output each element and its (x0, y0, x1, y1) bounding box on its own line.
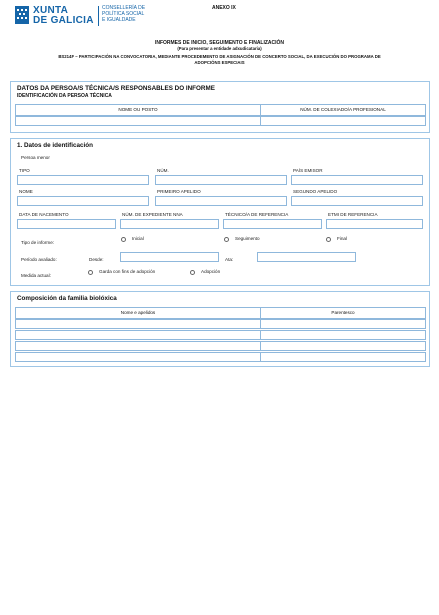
primeiro-apelido-field[interactable] (155, 196, 287, 206)
tipo-label: TIPO (19, 168, 30, 173)
doc-subtitle: (Para presentar a entidade adxudicataria) (177, 46, 262, 51)
final-radio[interactable] (326, 237, 331, 242)
logo-divider (98, 6, 99, 26)
familia-nome-field-2[interactable] (15, 330, 261, 340)
ata-field[interactable] (257, 252, 356, 262)
xunta-logo (14, 5, 164, 29)
identificacion-section (10, 138, 430, 286)
pais-field[interactable] (291, 175, 423, 185)
nome-field[interactable] (17, 196, 149, 206)
desde-label: Desde: (89, 257, 104, 262)
tipo-field[interactable] (17, 175, 149, 185)
tecnicos-title: DATOS DA PERSOA/S TÉCNICA/S RESPONSABLES DO INFORME (17, 85, 215, 92)
expediente-label: NÚM. DE EXPEDIENTE NNA (122, 212, 183, 217)
segundo-apelido-label: SEGUNDO APELIDO (293, 189, 338, 194)
data-nacemento-label: DATA DE NACEMENTO (19, 212, 69, 217)
col-nome-posto: NOME OU POSTO (15, 104, 261, 116)
familia-title: Composición da familia biolóxica (17, 295, 117, 302)
desde-field[interactable] (120, 252, 219, 262)
dept-line1: CONSELLERÍA DE (102, 5, 146, 11)
identificacion-title: 1. Datos de identificación (17, 142, 93, 149)
logo-line2: DE GALICIA (33, 15, 94, 26)
adopcion-radio[interactable] (190, 270, 195, 275)
inicial-radio[interactable] (121, 237, 126, 242)
logo-line1: XUNTA (33, 5, 69, 16)
familia-nome-field-3[interactable] (15, 341, 261, 351)
medida-label: Medida actual: (21, 273, 51, 278)
familia-parentesco-field-3[interactable] (260, 341, 426, 351)
tecnicos-subtitle: IDENTIFICACIÓN DA PERSOA TÉCNICA (17, 93, 112, 99)
familia-parentesco-field-4[interactable] (260, 352, 426, 362)
data-nacemento-field[interactable] (17, 219, 116, 229)
col-nome-apelidos: Nome e apelidos (15, 307, 261, 319)
garda-label: Garda con fins de adopción (99, 269, 156, 274)
persoa-menor-label: Persoa menor (21, 155, 50, 160)
procedure-line2: ADOPCIÓNS ESPECIAIS (194, 60, 245, 65)
procedure-line1: BS214F – PARTICIPACIÓN NA CONVOCATORIA, MEDIANTE PROCEDEMENTO DE ASIGNACIÓN DE CONCERTO SOCIAL, DA EXECUCIÓN DO PROGRAMA DE (58, 54, 381, 59)
segundo-apelido-field[interactable] (291, 196, 423, 206)
col-parentesco: Parentesco (260, 307, 426, 319)
familia-parentesco-field-1[interactable] (260, 319, 426, 329)
num-field[interactable] (155, 175, 287, 185)
tecnico-nome-field[interactable] (15, 116, 261, 126)
pais-label: PAÍS EMISOR (293, 168, 323, 173)
xunta-emblem-icon (14, 5, 30, 25)
familia-nome-field-1[interactable] (15, 319, 261, 329)
seguimento-radio[interactable] (224, 237, 229, 242)
col-colexiado: NÚM. DE COLEXIADO/A PROFESIONAL (260, 104, 426, 116)
garda-radio[interactable] (88, 270, 93, 275)
expediente-field[interactable] (120, 219, 219, 229)
dept-line3: E IGUALDADE (102, 17, 136, 23)
tecnico-referencia-field[interactable] (223, 219, 322, 229)
inicial-label: Inicial (132, 236, 144, 241)
dept-line2: POLÍTICA SOCIAL (102, 11, 145, 17)
familia-section (10, 291, 430, 367)
tecnicos-section (10, 81, 430, 133)
num-label: NÚM. (157, 168, 169, 173)
familia-nome-field-4[interactable] (15, 352, 261, 362)
primeiro-apelido-label: PRIMEIRO APELIDO (157, 189, 201, 194)
adopcion-label: Adopción (201, 269, 221, 274)
tecnico-colexiado-field[interactable] (260, 116, 426, 126)
doc-title: INFORMES DE INICIO, SEGUIMENTO E FINALIZACIÓN (154, 40, 285, 46)
final-label: Final (337, 236, 347, 241)
seguimento-label: Seguimento (235, 236, 260, 241)
tipo-informe-label: Tipo de informe: (21, 240, 55, 245)
etmi-label: ETMI DE REFERENCIA (328, 212, 378, 217)
nome-label: NOME (19, 189, 33, 194)
ata-label: Ata: (225, 257, 234, 262)
familia-parentesco-field-2[interactable] (260, 330, 426, 340)
tecnico-referencia-label: TÉCNICO/A DE REFERENCIA (225, 212, 289, 217)
annex-label: ANEXO IX (212, 5, 236, 11)
etmi-field[interactable] (326, 219, 423, 229)
periodo-label: Período avaliado: (21, 257, 57, 262)
